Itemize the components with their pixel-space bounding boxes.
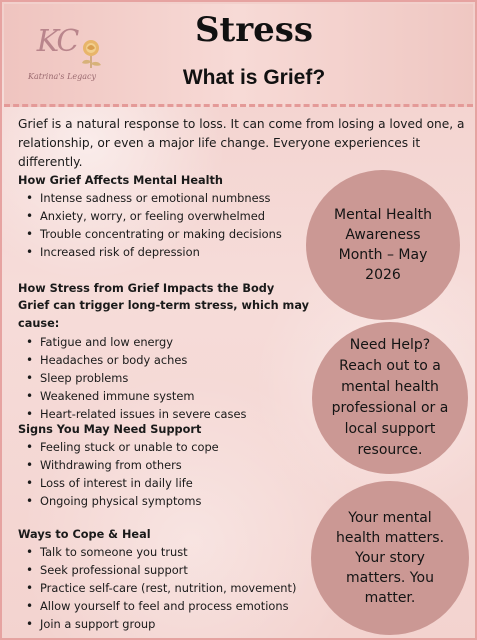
list-item: • Trouble concentrating or making decisions [26,225,313,243]
list-item: • Ongoing physical symptoms [26,492,313,510]
awareness-month-callout [306,170,460,320]
logo-caption: Katrina's Legacy [27,72,97,81]
section-stress-body [18,280,313,423]
list-item: • Sleep problems [26,369,313,387]
list-item: • Weakened immune system [26,387,313,405]
header-banner [4,4,473,107]
list-item: • Practice self-care (rest, nutrition, movement) [26,579,313,597]
section-signs-support [18,421,313,510]
need-help-callout [312,322,468,474]
page-title: Stress [194,10,314,50]
page-subtitle: What is Grief? [182,66,326,89]
logo-monogram: KC [36,24,78,59]
intro-paragraph: Grief is a natural response to loss. It can come from losing a loved one, a relationship, or even a major life change. Everyone experiences it differently. [18,117,465,169]
you-matter-callout [311,481,469,635]
list-item: • Headaches or body aches [26,351,313,369]
list-item: • Anxiety, worry, or feeling overwhelmed [26,207,313,225]
section-grief-mental-health [18,172,313,261]
section-lead: Grief can trigger long-term stress, which may cause: [18,299,309,330]
bullet-list [18,543,313,633]
callout-text: Need Help? Reach out to a mental health professional or a local support resource. [331,337,449,458]
katrinas-legacy-logo [26,20,108,94]
list-item: • Seek professional support [26,561,313,579]
list-item: • Withdrawing from others [26,456,313,474]
bullet-list [18,438,313,510]
list-item: • Increased risk of depression [26,243,313,261]
section-heading: How Grief Affects Mental Health [18,174,223,187]
list-item: • Talk to someone you trust [26,543,313,561]
list-item: • Join a support group [26,615,313,633]
list-item: • Heart-related issues in severe cases [26,405,313,423]
section-heading: Ways to Cope & Heal [18,528,151,541]
bullet-list [18,333,313,423]
callout-text: Your mental health matters. Your story matters. You matter. [335,510,445,606]
section-heading: How Stress from Grief Impacts the Body [18,282,275,295]
list-item: • Feeling stuck or unable to cope [26,438,313,456]
list-item: • Allow yourself to feel and process emotions [26,597,313,615]
list-item: • Intense sadness or emotional numbness [26,189,313,207]
list-item: • Fatigue and low energy [26,333,313,351]
rose-icon [76,36,106,70]
section-cope-heal [18,526,313,633]
callout-text: Mental Health Awareness Month – May 2026 [334,207,432,283]
bullet-list [18,189,313,261]
section-heading: Signs You May Need Support [18,423,202,436]
list-item: • Loss of interest in daily life [26,474,313,492]
